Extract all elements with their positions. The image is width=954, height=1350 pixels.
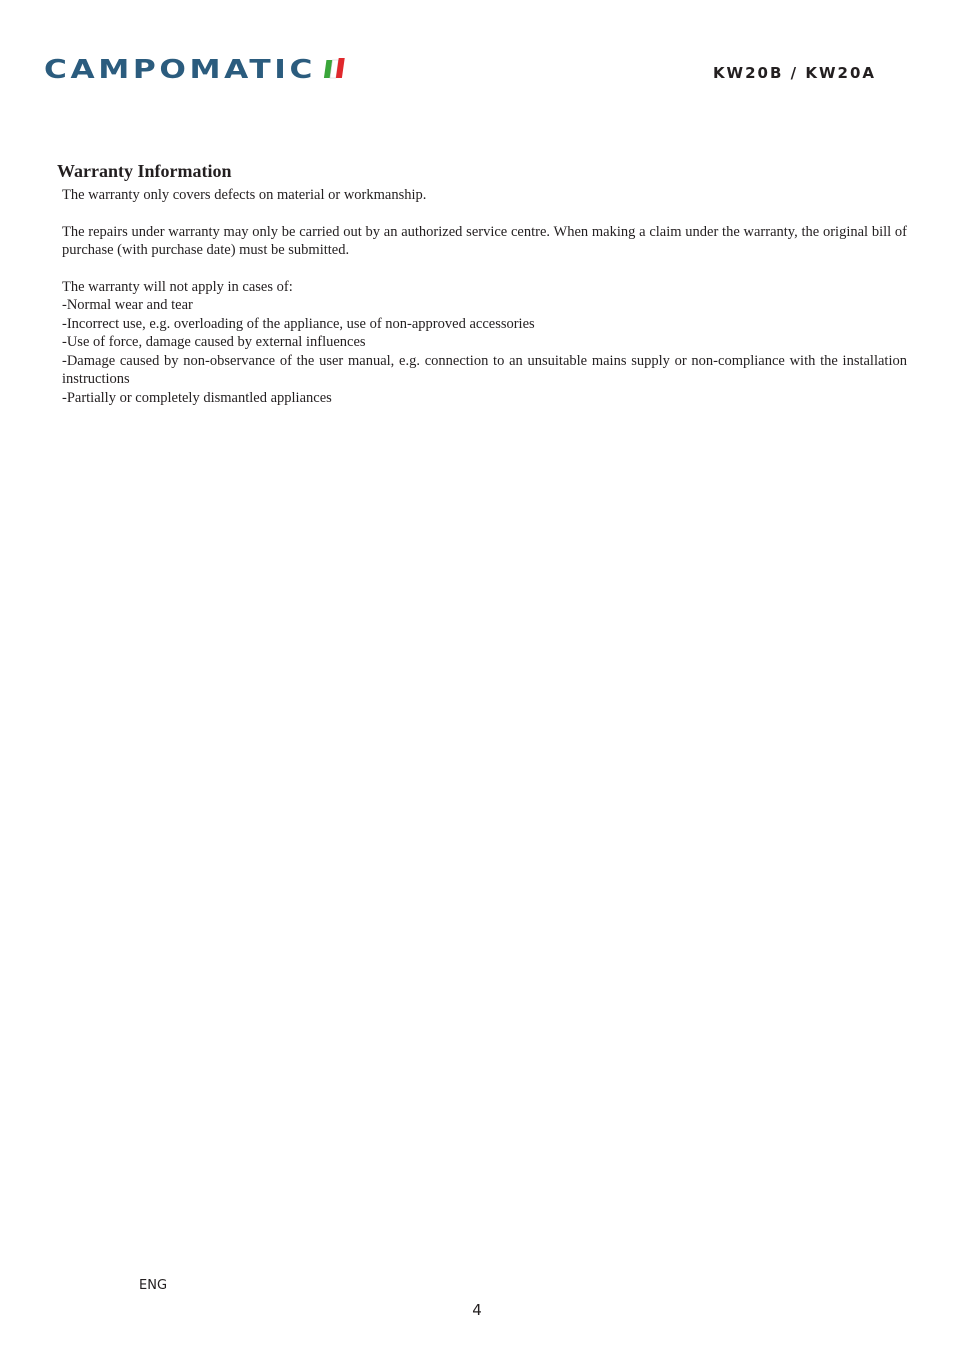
exclusion-item: -Partially or completely dismantled appliances <box>62 389 332 406</box>
warranty-section <box>57 160 907 407</box>
exclusions-intro: The warranty will not apply in cases of: <box>62 278 293 295</box>
italian-flag-icon <box>324 58 345 78</box>
brand-logo <box>44 56 349 82</box>
exclusion-item: -Normal wear and tear <box>62 297 193 313</box>
language-label: ENG <box>139 1278 168 1293</box>
section-heading: Warranty Information <box>57 161 232 181</box>
exclusion-item: -Use of force, damage caused by external influences <box>62 334 366 350</box>
page-number: 4 <box>472 1301 482 1319</box>
exclusions-list <box>57 278 907 408</box>
exclusion-item: -Damage caused by non-observance of the user manual, e.g. connection to an unsuitable mains supply or non-compliance with the installation instructions <box>62 352 907 387</box>
coverage-paragraph: The warranty only covers defects on material or workmanship. <box>62 187 427 203</box>
exclusion-item: -Incorrect use, e.g. overloading of the appliance, use of non-approved accessories <box>62 315 535 332</box>
model-number: KW20B / KW20A <box>712 64 876 82</box>
logo-wordmark: CAMPOMATIC <box>44 56 316 82</box>
repairs-paragraph: The repairs under warranty may only be carried out by an authorized service centre. When making a claim under the warranty, the original bill of purchase (with purchase date) must be submitted. <box>62 223 907 258</box>
